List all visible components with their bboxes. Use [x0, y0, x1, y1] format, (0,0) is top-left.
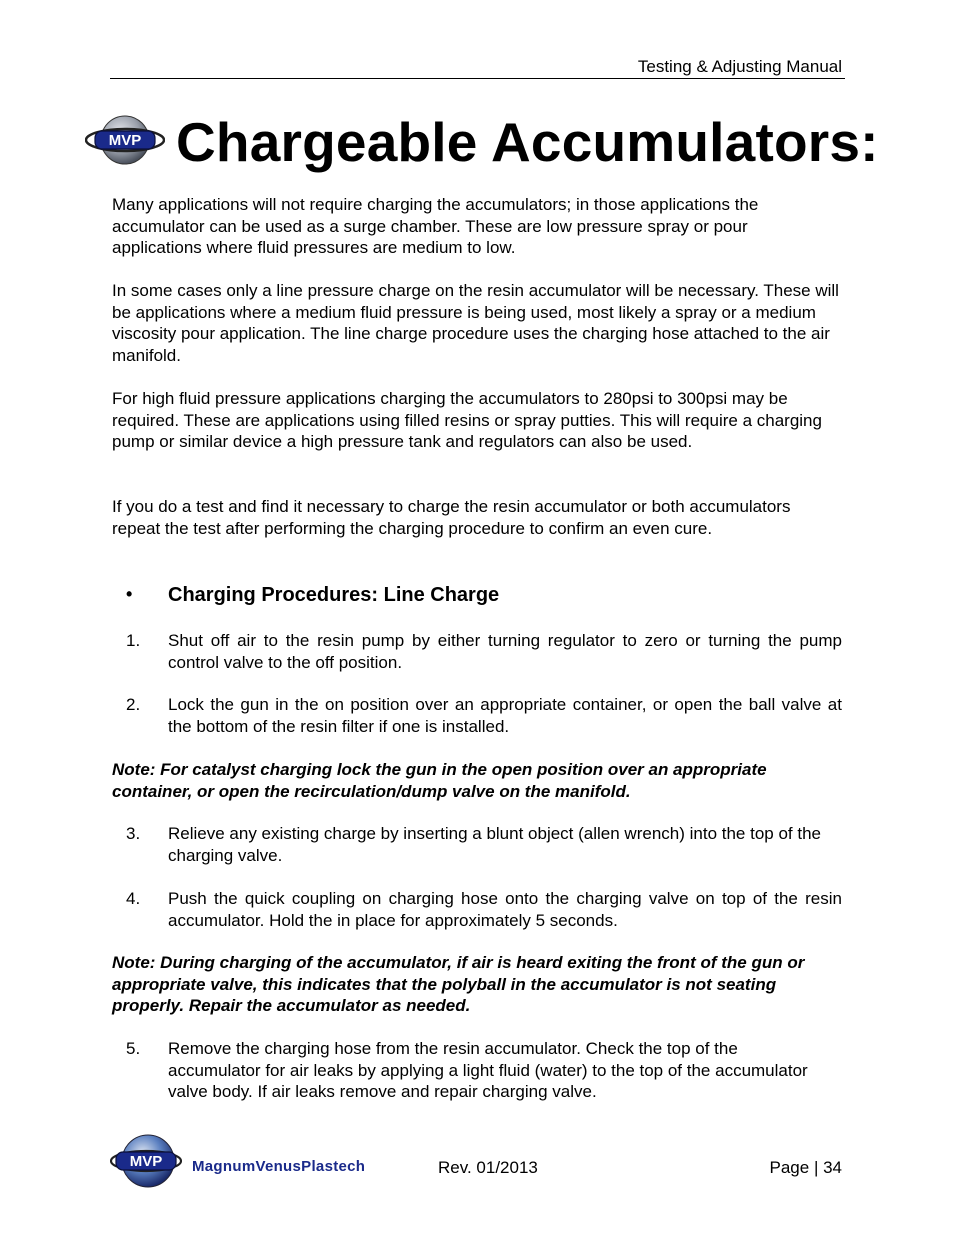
paragraph-intro: Many applications will not require charging the accumulators; in those applications the accumulator can be used as a surge chamber. These are low pressure spray or pour applications where fluid pressures are medium to low.: [112, 195, 759, 258]
step-text: Push the quick coupling on charging hose onto the charging valve on top of the resin accumulator. Hold the in place for approximately 5 seconds.: [168, 889, 842, 930]
step-text: Remove the charging hose from the resin accumulator. Check the top of the accumulator for air leaks by applying a light fluid (water) to the top of the accumulator valve body. If air leaks remove and repair charging valve.: [168, 1039, 808, 1102]
bullet-icon: •: [126, 584, 133, 604]
mvp-globe-logo-icon: [110, 1130, 182, 1190]
list-item: [126, 823, 842, 866]
paragraph-high-pressure: For high fluid pressure applications charging the accumulators to 280psi to 300psi may be required. These are applications using filled resins or spray putties. This will require a charging pump or similar device a high pressure tank and regulators can also be used.: [112, 389, 822, 452]
list-item: [126, 1038, 842, 1103]
footer-brand: MagnumVenusPlastech: [192, 1158, 366, 1175]
note-catalyst: Note: For catalyst charging lock the gun in the open position over an appropriate container, or open the recirculation/dump valve on the manifold.: [112, 760, 767, 801]
step-number: 2.: [126, 695, 141, 714]
step-number: 3.: [126, 824, 141, 843]
manual-title: Testing & Adjusting Manual: [637, 57, 842, 76]
footer-revision: Rev. 01/2013: [438, 1158, 538, 1177]
list-item: [126, 630, 842, 673]
step-text: Relieve any existing charge by inserting a blunt object (allen wrench) into the top of the charging valve.: [168, 824, 821, 865]
paragraph-line-pressure: In some cases only a line pressure charge on the resin accumulator will be necessary. These will be applications where a medium fluid pressure is being used, most likely a spray or a medium viscosity pour application. The line charge procedure uses the charging hose attached to the air manifold.: [112, 281, 839, 366]
step-text: Lock the gun in the on position over an appropriate container, or open the ball valve at the bottom of the resin filter if one is installed.: [168, 695, 842, 736]
section-heading-text: Charging Procedures: Line Charge: [168, 584, 500, 606]
paragraph-test: If you do a test and find it necessary to charge the resin accumulator or both accumulators repeat the test after performing the charging procedure to confirm an even cure.: [112, 497, 791, 538]
list-item: [126, 888, 842, 931]
mvp-logo-icon: [85, 112, 165, 168]
page-title: Chargeable Accumulators:: [176, 111, 879, 173]
note-polyball: Note: During charging of the accumulator, if air is heard exiting the front of the gun or appropriate valve, this indicates that the polyball in the accumulator is not seating properly. Repair the accumulator as needed.: [112, 953, 805, 1016]
step-text: Shut off air to the resin pump by either turning regulator to zero or turning the pump control valve to the off position.: [168, 631, 842, 672]
logo-lettering: MVP: [108, 132, 142, 149]
step-number: 5.: [126, 1039, 141, 1058]
step-number: 1.: [126, 631, 141, 650]
header-divider: [110, 78, 845, 79]
step-number: 4.: [126, 889, 141, 908]
footer-logo-lettering: MVP: [129, 1153, 163, 1170]
footer-page-number: Page | 34: [769, 1158, 842, 1177]
list-item: [126, 694, 842, 737]
